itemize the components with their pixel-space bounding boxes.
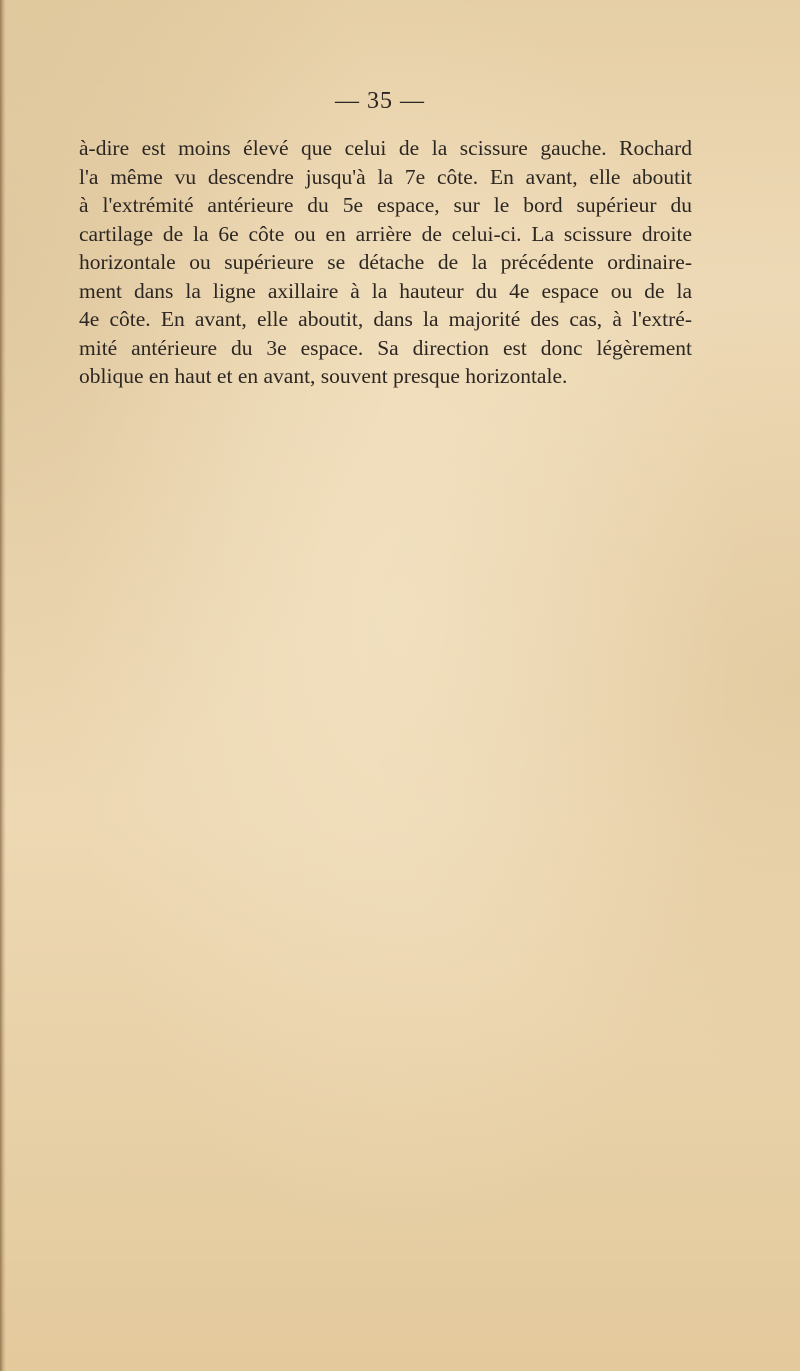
text-line: cartilage de la 6e côte ou en arrière de celui-ci. La scissure droite [79,221,692,246]
text-line: ment dans la ligne axillaire à la hauteur du 4e espace ou de la [79,278,692,303]
text-line: oblique en haut et en avant, souvent presque horizontale. [79,364,568,388]
text-line: mité antérieure du 3e espace. Sa direction est donc légèrement [79,335,692,360]
text-line: horizontale ou supérieure se détache de la précédente ordinaire- [79,250,692,274]
page-edge [0,0,6,1371]
text-line: à l'extrémité antérieure du 5e espace, sur le bord supérieur du [79,193,692,217]
text-line: à-dire est moins élevé que celui de la scissure gauche. Rochard [79,136,692,160]
text-line: l'a même vu descendre jusqu'à la 7e côte. En avant, elle aboutit [79,164,692,189]
text-line: 4e côte. En avant, elle aboutit, dans la majorité des cas, à l'extré- [79,307,692,331]
page-number: — 35 — [335,88,425,114]
body-paragraph [79,134,692,391]
